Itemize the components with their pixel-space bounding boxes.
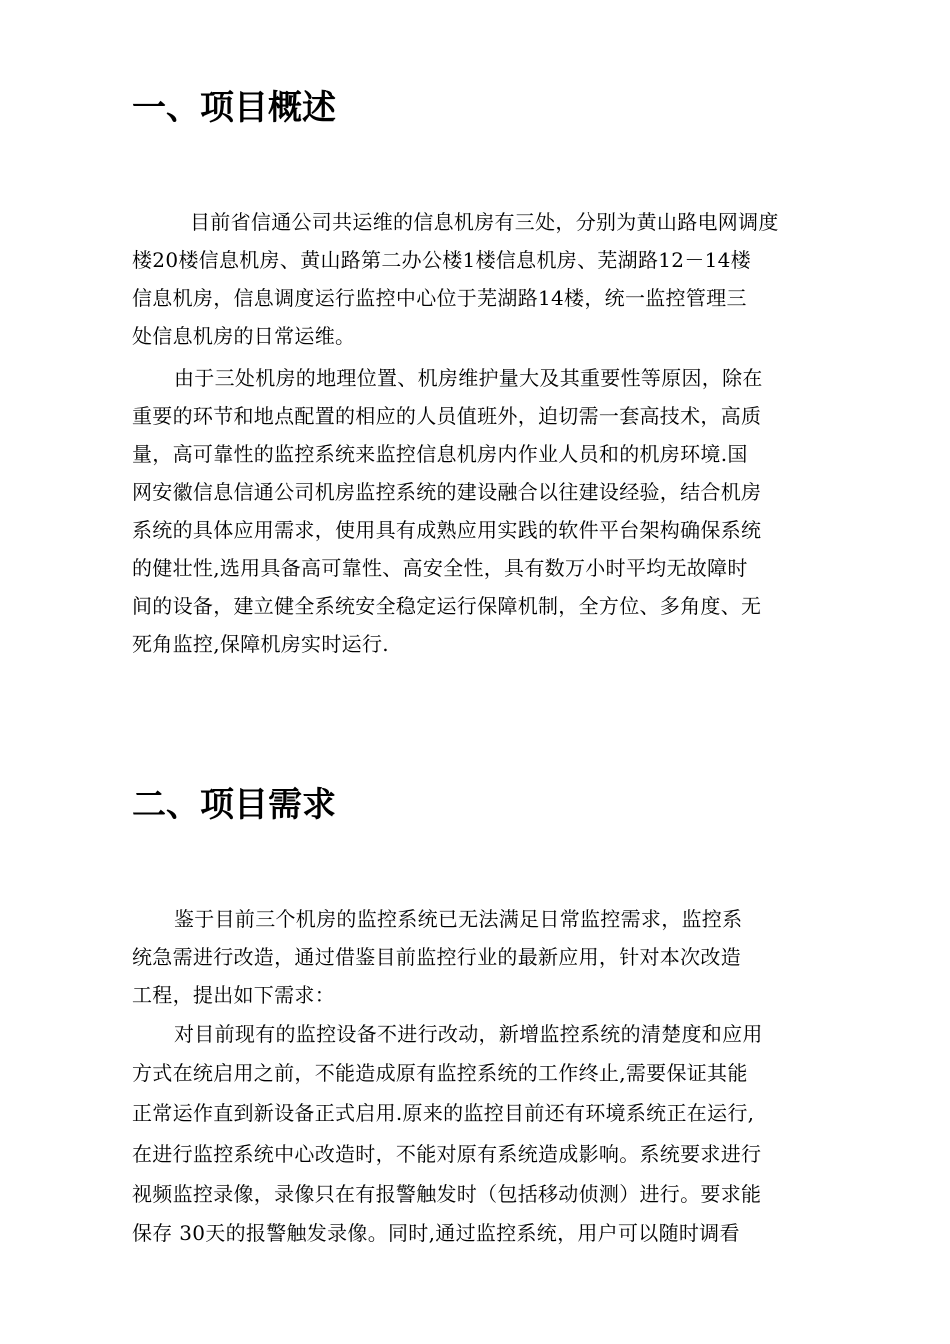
paragraph-line: 统急需进行改造，通过借鉴目前监控行业的最新应用，针对本次改造 (132, 945, 741, 969)
paragraph-line: 方式在统启用之前，不能造成原有监控系统的工作终止,需要保证其能 (132, 1061, 748, 1085)
paragraph-line: 工程，提出如下需求： (132, 983, 335, 1007)
paragraph-line: 量，高可靠性的监控系统来监控信息机房内作业人员和的机房环境.国 (132, 442, 748, 466)
paragraph-line: 重要的环节和地点配置的相应的人员值班外，迫切需一套高技术，高质 (132, 404, 762, 428)
paragraph-line: 死角监控,保障机房实时运行. (132, 632, 389, 656)
paragraph-line: 对目前现有的监控设备不进行改动，新增监控系统的清楚度和应用 (174, 1022, 763, 1046)
paragraph-line: 鉴于目前三个机房的监控系统已无法满足日常监控需求，监控系 (174, 907, 743, 931)
paragraph-line: 保存 30天的报警触发录像。同时,通过监控系统，用户可以随时调看 (132, 1221, 740, 1245)
paragraph-line: 正常运作直到新设备正式启用.原来的监控目前还有环境系统正在运行, (132, 1101, 755, 1125)
paragraph-line: 在进行监控系统中心改造时，不能对原有系统造成影响。系统要求进行 (132, 1142, 762, 1166)
paragraph-line: 网安徽信息信通公司机房监控系统的建设融合以往建设经验，结合机房 (132, 480, 762, 504)
paragraph-line: 处信息机房的日常运维。 (132, 324, 356, 348)
paragraph-line: 视频监控录像，录像只在有报警触发时（包括移动侦测）进行。要求能 (132, 1182, 762, 1206)
paragraph-line: 间的设备，建立健全系统安全稳定运行保障机制，全方位、多角度、无 (132, 594, 762, 618)
paragraph-line: 信息机房，信息调度运行监控中心位于芜湖路14楼，统一监控管理三 (132, 286, 747, 310)
section-heading: 一、项目概述 (132, 88, 336, 128)
paragraph-line: 楼20楼信息机房、黄山路第二办公楼1楼信息机房、芜湖路12－14楼 (132, 248, 751, 272)
section-heading: 二、项目需求 (132, 785, 336, 825)
paragraph-line: 系统的具体应用需求，使用具有成熟应用实践的软件平台架构确保系统 (132, 518, 762, 542)
paragraph-line: 由于三处机房的地理位置、机房维护量大及其重要性等原因，除在 (174, 366, 763, 390)
paragraph-line: 目前省信通公司共运维的信息机房有三处，分别为黄山路电网调度 (190, 210, 779, 234)
paragraph-line: 的健壮性,选用具备高可靠性、高安全性，具有数万小时平均无故障时 (132, 556, 748, 580)
